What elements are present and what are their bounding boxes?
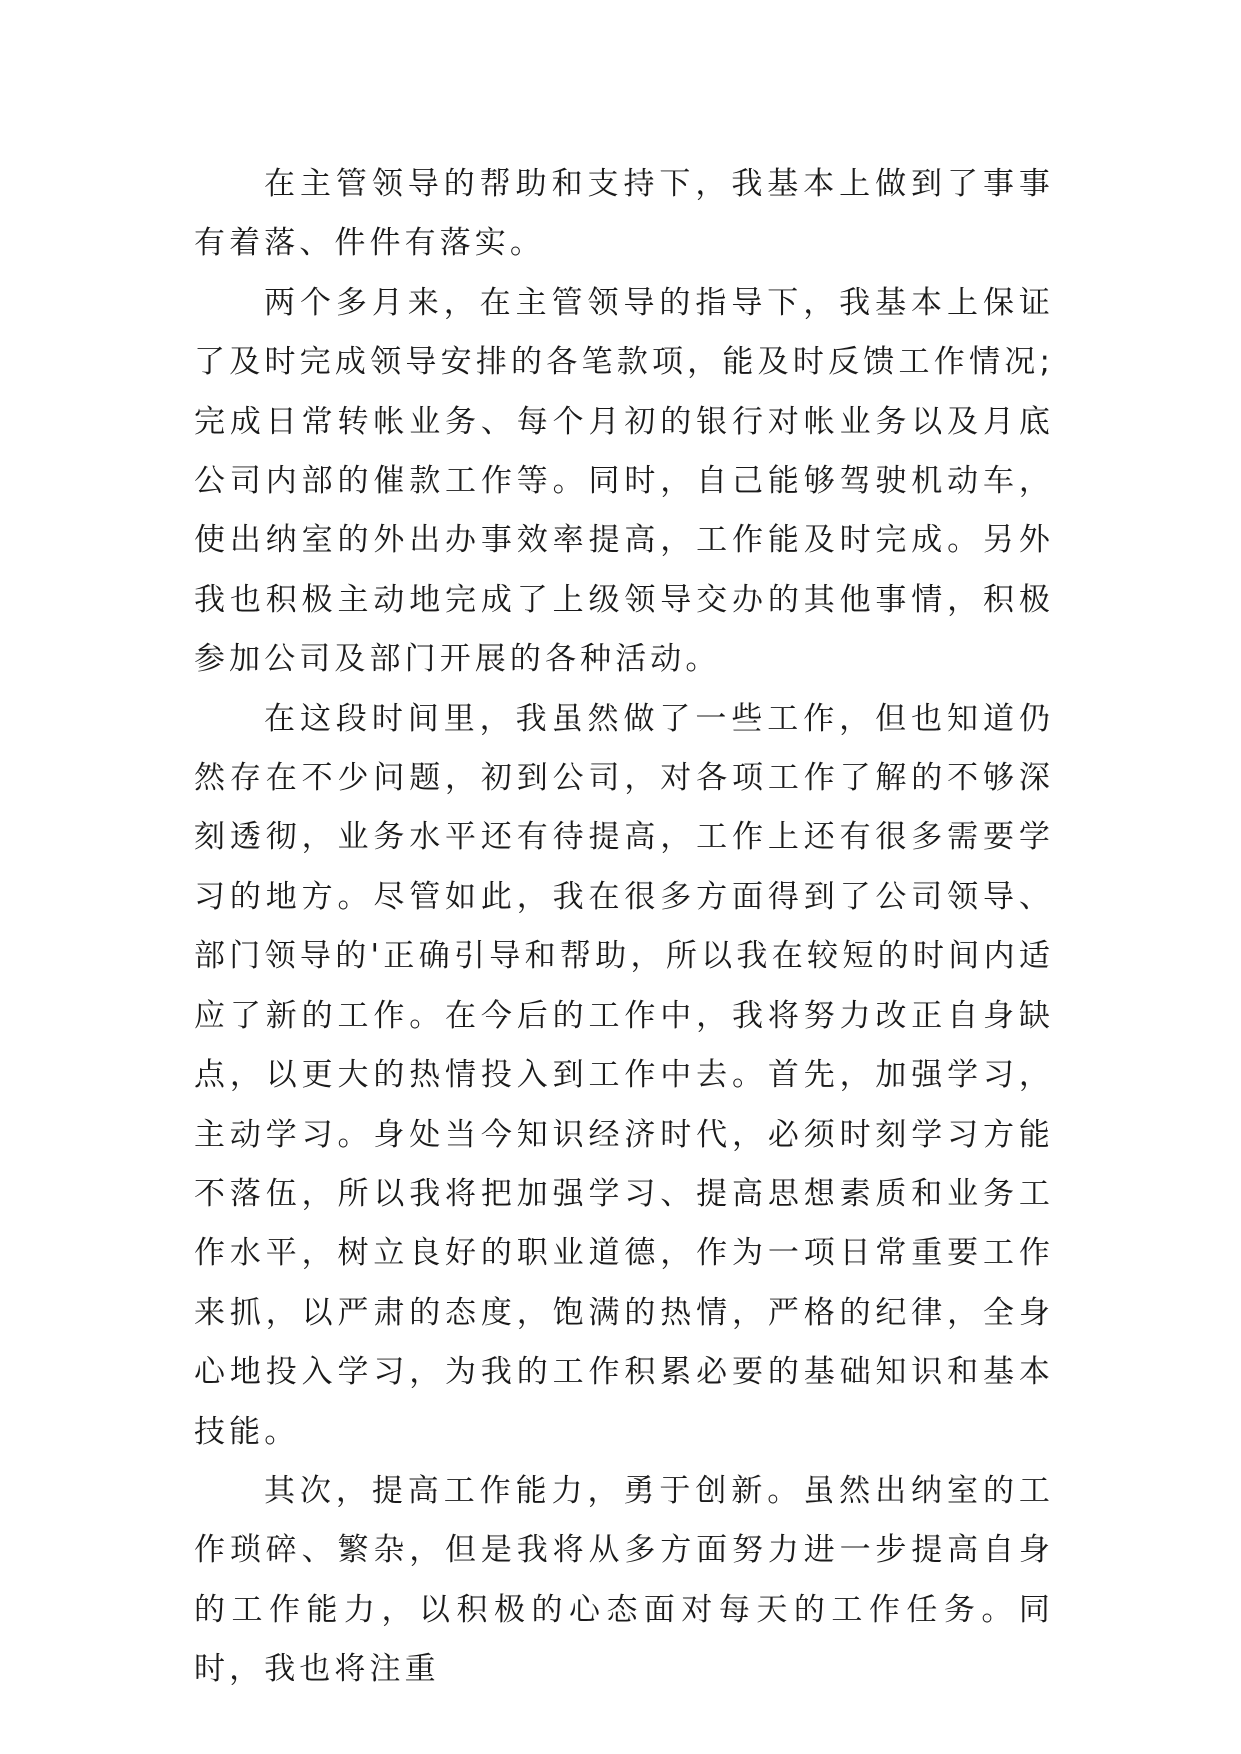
document-body: [194, 155, 1054, 1700]
paragraph-3: 在这段时间里，我虽然做了一些工作，但也知道仍然存在不少问题，初到公司，对各项工作了解的不够深刻透彻，业务水平还有待提高，工作上还有很多需要学习的地方。尽管如此，我在很多方面得到了公司领导、部门领导的'正确引导和帮助，所以我在较短的时间内适应了新的工作。在今后的工作中，我将努力改正自身缺点，以更大的热情投入到工作中去。首先，加强学习，主动学习。身处当今知识经济时代，必须时刻学习方能不落伍，所以我将把加强学习、提高思想素质和业务工作水平，树立良好的职业道德，作为一项日常重要工作来抓，以严肃的态度，饱满的热情，严格的纪律，全身心地投入学习，为我的工作积累必要的基础知识和基本技能。: [194, 700, 1054, 1450]
paragraph-2: 两个多月来，在主管领导的指导下，我基本上保证了及时完成领导安排的各笔款项，能及时反馈工作情况;完成日常转帐业务、每个月初的银行对帐业务以及月底公司内部的催款工作等。同时，自己能够驾驶机动车，使出纳室的外出办事效率提高，工作能及时完成。另外我也积极主动地完成了上级领导交办的其他事情，积极参加公司及部门开展的各种活动。: [194, 284, 1054, 678]
paragraph-4: 其次，提高工作能力，勇于创新。虽然出纳室的工作琐碎、繁杂，但是我将从多方面努力进一步提高自身的工作能力，以积极的心态面对每天的工作任务。同时，我也将注重: [194, 1472, 1054, 1688]
paragraph-1: 在主管领导的帮助和支持下，我基本上做到了事事有着落、件件有落实。: [194, 166, 1054, 262]
